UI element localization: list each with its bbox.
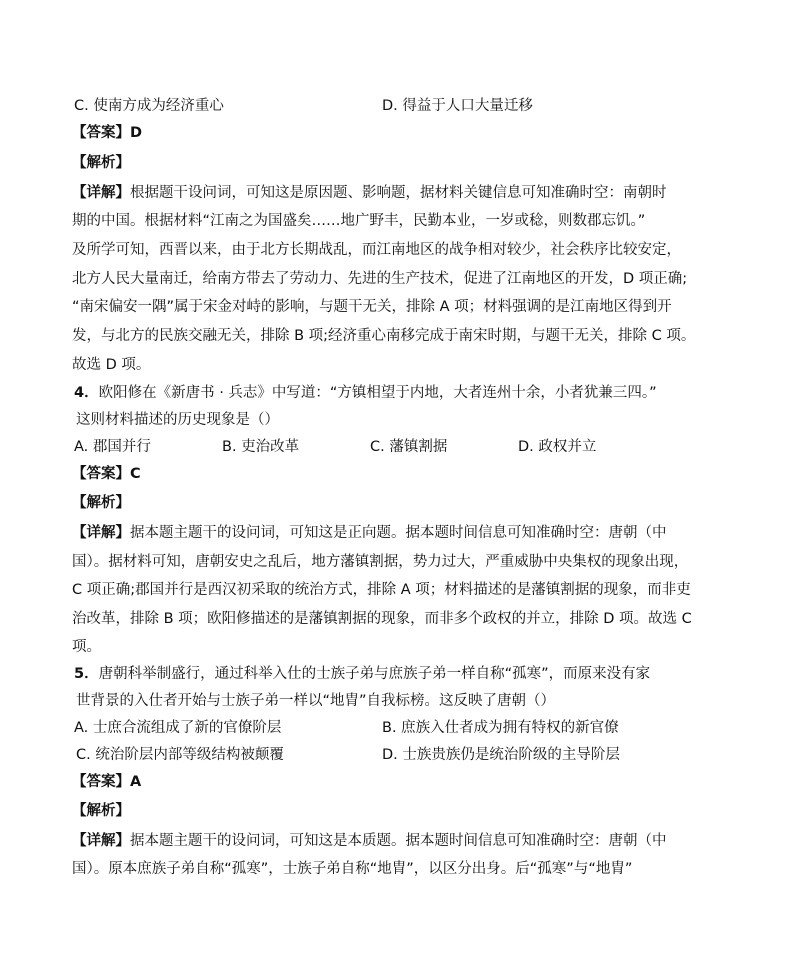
question-number: 5． — [74, 666, 99, 682]
detail-label: 【详解】 — [72, 833, 130, 849]
detail-label: 【详解】 — [72, 185, 130, 201]
q4-detail-line1 — [72, 523, 667, 543]
q3-detail-line2: 期的中国。根据材料“江南之为国盛矣……地广野丰，民勤本业，一岁或稔，则数郡忘饥。” — [72, 213, 646, 229]
q4-stem-line1 — [74, 383, 657, 403]
q4-stem-line2: 这则材料描述的历史现象是（） — [76, 412, 279, 428]
q3-option-c: C. 使南方成为经济重心 — [74, 98, 224, 114]
q3-detail-line6: 发，与北方的民族交融无关，排除 B 项;经济重心南移完成于南宋时期，与题干无关，排除 C 项。 — [72, 328, 696, 344]
q5-stem-line2: 世背景的入仕者开始与士族子弟一样以“地胄”自我标榜。这反映了唐朝（） — [76, 693, 556, 709]
q4-option-b: B. 吏治改革 — [222, 439, 300, 455]
q4-answer — [72, 464, 141, 484]
q3-detail-line4: 北方人民大量南迁，给南方带去了劳动力、先进的生产技术，促进了江南地区的开发，D 项正确; — [72, 271, 688, 287]
q5-option-b: B. 庶族入仕者成为拥有特权的新官僚 — [382, 720, 619, 736]
q5-detail-line1 — [72, 831, 667, 851]
question-text: 唐朝科举制盛行，通过科举入仕的士族子弟与庶族子弟一样自称“孤寒”，而原来没有家 — [98, 666, 651, 682]
answer-value: D — [130, 125, 143, 141]
q4-detail-line2: 国）。据材料可知，唐朝安史之乱后，地方藩镇割据，势力过大，严重威胁中央集权的现象出现， — [72, 554, 689, 570]
q3-detail-line5: “南宋偏安一隅”属于宋金对峙的影响，与题干无关，排除 A 项；材料强调的是江南地区得到开 — [72, 299, 672, 315]
q4-option-d: D. 政权并立 — [518, 439, 597, 455]
q4-detail-line4: 治改革，排除 B 项；欧阳修描述的是藩镇割据的现象，而非多个政权的并立，排除 D 项。故选 C — [72, 611, 692, 627]
answer-label: 【答案】 — [72, 125, 130, 141]
q4-detail-line5: 项。 — [72, 639, 101, 655]
q5-answer — [72, 772, 141, 792]
q3-detail-line1 — [72, 183, 667, 203]
detail-text: 据本题主题干的设问词，可知这是正向题。据本题时间信息可知准确时空：唐朝（中 — [130, 525, 667, 541]
answer-label: 【答案】 — [72, 466, 130, 482]
q3-analysis-heading: 【解析】 — [72, 155, 130, 171]
q4-option-a: A. 郡国并行 — [74, 439, 151, 455]
q5-option-c: C. 统治阶层内部等级结构被颠覆 — [76, 747, 284, 763]
answer-value: A — [130, 774, 142, 790]
q4-detail-line3: C 项正确;郡国并行是西汉初采取的统治方式，排除 A 项；材料描述的是藩镇割据的现象，而非吏 — [72, 582, 691, 598]
q5-stem-line1 — [74, 664, 650, 684]
q5-option-a: A. 士庶合流组成了新的官僚阶层 — [74, 720, 282, 736]
q3-detail-line3: 及所学可知，西晋以来，由于北方长期战乱，而江南地区的战争相对较少，社会秩序比较安定， — [72, 242, 681, 258]
q5-detail-line2: 国）。原本庶族子弟自称“孤寒”，士族子弟自称“地胄”，以区分出身。后“孤寒”与“地胄” — [72, 861, 633, 877]
answer-value: C — [130, 466, 141, 482]
q5-analysis-heading: 【解析】 — [72, 803, 130, 819]
q3-answer — [72, 123, 142, 143]
question-text: 欧阳修在《新唐书 · 兵志》中写道：“方镇相望于内地，大者连州十余，小者犹兼三四。” — [98, 385, 657, 401]
q3-option-d: D. 得益于人口大量迁移 — [382, 98, 533, 114]
answer-label: 【答案】 — [72, 774, 130, 790]
q3-detail-line7: 故选 D 项。 — [72, 357, 151, 373]
detail-text: 根据题干设问词，可知这是原因题、影响题，据材料关键信息可知准确时空：南朝时 — [130, 185, 667, 201]
question-number: 4． — [74, 385, 99, 401]
detail-label: 【详解】 — [72, 525, 130, 541]
q4-analysis-heading: 【解析】 — [72, 495, 130, 511]
q5-option-d: D. 士族贵族仍是统治阶级的主导阶层 — [382, 747, 620, 763]
detail-text: 据本题主题干的设问词，可知这是本质题。据本题时间信息可知准确时空：唐朝（中 — [130, 833, 667, 849]
q4-option-c: C. 藩镇割据 — [370, 439, 448, 455]
